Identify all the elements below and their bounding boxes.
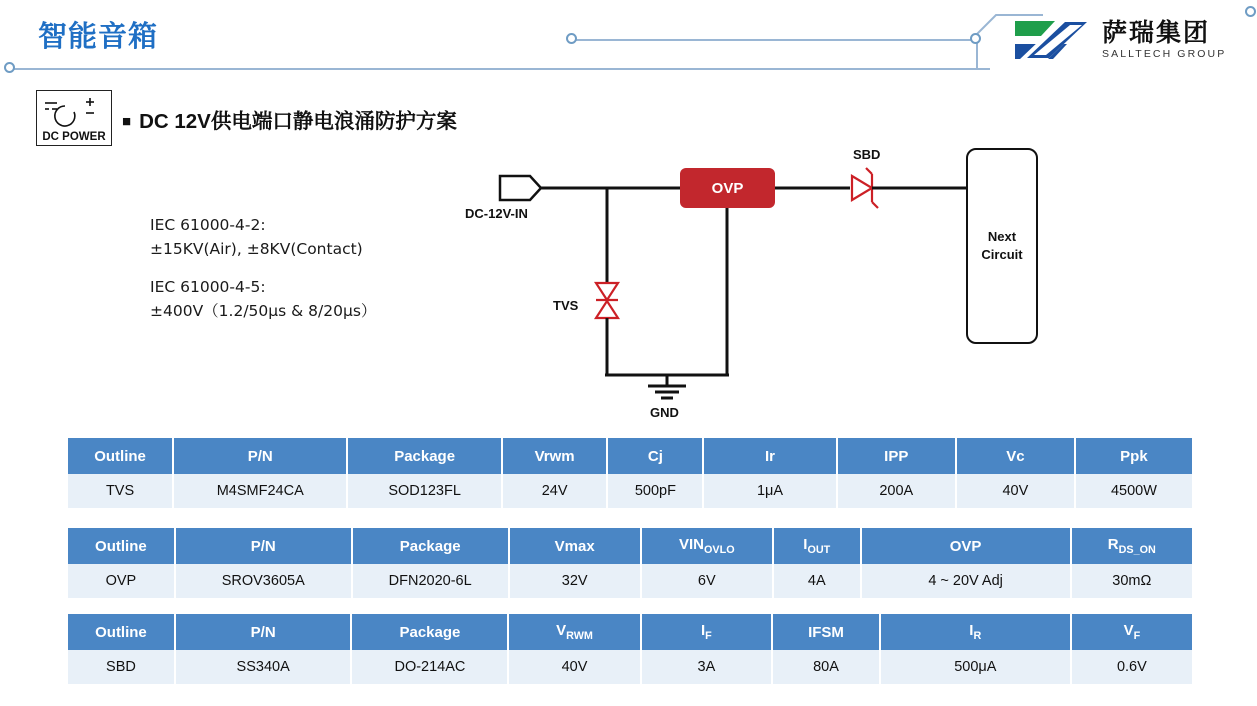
cell-iout: 4A [774, 564, 860, 598]
cell-ir: 500μA [881, 650, 1070, 684]
cell-pn: M4SMF24CA [174, 474, 346, 508]
cell-vin-ovlo: 6V [642, 564, 772, 598]
label-gnd: GND [650, 405, 679, 420]
th-ir: Ir [704, 438, 835, 474]
th-package: Package [352, 614, 507, 650]
th-if: $I_F$ [642, 614, 772, 650]
label-sbd: SBD [853, 147, 881, 162]
th-ipp: IPP [838, 438, 955, 474]
spec-surge-standard: IEC 61000-4-5: [150, 278, 266, 296]
spec-surge-value: ±400V（1.2/50μs & 8/20μs） [150, 302, 377, 321]
cell-package: DO-214AC [352, 650, 507, 684]
next-circuit-block [966, 148, 1038, 344]
ovp-component: OVP [680, 168, 775, 208]
logo-name-cn: 萨瑞集团 [1102, 18, 1211, 47]
bullet-icon: ■ [122, 113, 132, 130]
th-iout: $I_{OUT}$ [774, 528, 860, 564]
th-rdson: $R_{DS\_ON}$ [1072, 528, 1192, 564]
table-row [68, 564, 1192, 598]
table-header-row [68, 438, 1192, 474]
cell-ir: 1μA [704, 474, 835, 508]
section-heading-text: DC 12V供电端口静电浪涌防护方案 [139, 110, 457, 133]
cell-rdson: 30mΩ [1072, 564, 1192, 598]
th-pn: P/N [176, 528, 351, 564]
table-header-row [68, 614, 1192, 650]
th-vin-ovlo: $VIN_{OVLO}$ [642, 528, 772, 564]
page-title: 智能音箱 [38, 21, 159, 53]
th-package: Package [348, 438, 501, 474]
th-pn: P/N [176, 614, 351, 650]
cell-cj: 500pF [608, 474, 702, 508]
cell-vf: 0.6V [1072, 650, 1192, 684]
cell-vrwm: 24V [503, 474, 606, 508]
th-vmax: Vmax [510, 528, 640, 564]
th-ovp: OVP [862, 528, 1070, 564]
cell-ipp: 200A [838, 474, 955, 508]
ovp-spec-table [66, 528, 1194, 598]
label-tvs: TVS [553, 298, 579, 313]
spec-esd-value: ±15KV(Air), ±8KV(Contact) [150, 240, 363, 259]
th-outline: Outline [68, 528, 174, 564]
cell-ifsm: 80A [773, 650, 879, 684]
cell-outline: SBD [68, 650, 174, 684]
th-vc: Vc [957, 438, 1074, 474]
cell-outline: TVS [68, 474, 172, 508]
th-outline: Outline [68, 438, 172, 474]
table-row [68, 650, 1192, 684]
cell-if: 3A [642, 650, 772, 684]
cell-ovp: 4 ~ 20V Adj [862, 564, 1070, 598]
th-vrwm: $V_{RWM}$ [509, 614, 639, 650]
th-package: Package [353, 528, 508, 564]
dc-power-label: DC POWER [42, 131, 106, 143]
th-cj: Cj [608, 438, 702, 474]
table-header-row [68, 528, 1192, 564]
cell-vmax: 32V [510, 564, 640, 598]
cell-vrwm: 40V [509, 650, 639, 684]
th-ir: $I_R$ [881, 614, 1070, 650]
cell-ppk: 4500W [1076, 474, 1192, 508]
table-row [68, 474, 1192, 508]
cell-pn: SROV3605A [176, 564, 351, 598]
label-dc-input: DC-12V-IN [465, 206, 528, 221]
th-ifsm: IFSM [773, 614, 879, 650]
next-circuit-line1: Next [987, 229, 1017, 245]
logo-name-en: SALLTECH GROUP [1102, 48, 1227, 61]
cell-outline: OVP [68, 564, 174, 598]
cell-package: DFN2020-6L [353, 564, 508, 598]
th-vrwm: Vrwm [503, 438, 606, 474]
th-pn: P/N [174, 438, 346, 474]
sbd-spec-table [66, 614, 1194, 684]
cell-package: SOD123FL [348, 474, 501, 508]
spec-esd-standard: IEC 61000-4-2: [150, 216, 266, 234]
cell-vc: 40V [957, 474, 1074, 508]
th-outline: Outline [68, 614, 174, 650]
th-vf: $V_F$ [1072, 614, 1192, 650]
th-ppk: Ppk [1076, 438, 1192, 474]
next-circuit-line2: Circuit [981, 247, 1023, 262]
cell-pn: SS340A [176, 650, 351, 684]
tvs-spec-table [66, 438, 1194, 508]
